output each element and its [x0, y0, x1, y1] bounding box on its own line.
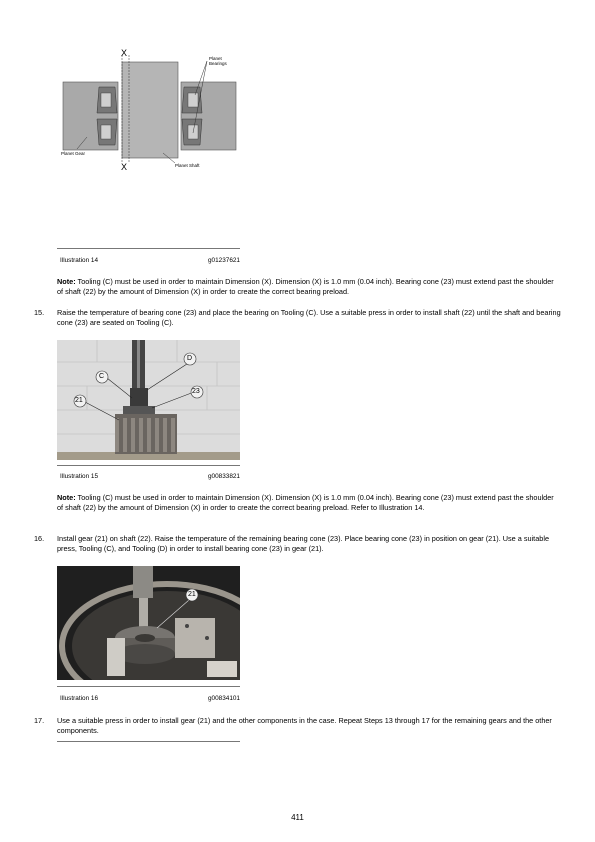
caption-code: g00833821 — [208, 473, 240, 480]
note-prefix: Note: — [57, 493, 76, 502]
planet-shaft — [122, 62, 178, 158]
caption-rule-top-15 — [57, 465, 240, 466]
note-2 — [57, 493, 557, 512]
step-text: Use a suitable press in order to install gear (21) and the other components in the case. Repeat Steps 13 through 17 for the remaining gears and the other components. — [57, 716, 552, 735]
planet-bearings-label-1: Planet — [209, 56, 222, 61]
note-text: Tooling (C) must be used in order to maintain Dimension (X). Dimension (X) is 1.0 mm (0.04 inch). Bearing cone (23) must extend past the shoulder of shaft (22) by the amount of Dimension (X) in order to create the correct bearing preload. — [57, 277, 554, 296]
callout-21: 21 — [75, 397, 83, 404]
planet-bearings-label-2: Bearings — [209, 61, 227, 66]
illustration-15-photo — [57, 340, 240, 460]
callout-c: C — [99, 373, 105, 380]
note-text: Tooling (C) must be used in order to maintain Dimension (X). Dimension (X) is 1.0 mm (0.04 inch). Bearing cone (23) must extend past the shoulder of shaft (22) by the amount of Dimension (X) in order to create the correct bearing preload. Refer to Illustration 14. — [57, 493, 554, 512]
caption-label: Illustration 15 — [60, 473, 99, 480]
note-prefix: Note: — [57, 277, 76, 286]
caption-rule-top-16 — [57, 686, 240, 687]
caption-label: Illustration 16 — [60, 695, 99, 702]
planet-shaft-label: Planet Shaft — [175, 163, 200, 168]
planet-gear-label: Planet Gear — [61, 151, 86, 156]
caption-code: g01237621 — [208, 257, 240, 264]
dimension-x-bottom-label: X — [121, 162, 128, 172]
step-number: 16. — [34, 534, 45, 543]
press-photo — [57, 340, 240, 460]
caption-label: Illustration 14 — [60, 257, 99, 264]
callout-d: D — [187, 355, 193, 362]
illustration-16-photo — [57, 566, 240, 680]
step-number: 17. — [34, 716, 45, 725]
note-1 — [57, 277, 557, 296]
dimension-x-top-label: X — [121, 48, 128, 58]
caption-code: g00834101 — [208, 695, 240, 702]
page-number: 411 — [291, 813, 304, 822]
step-text: Install gear (21) on shaft (22). Raise the temperature of the remaining bearing cone (23). Place bearing cone (23) in position on gear (21). Use a suitable press, Tooling (C), and Tooling (D) in order to install bearing cone (23) in gear (21). — [57, 534, 550, 553]
caption-rule-top-14 — [57, 248, 240, 249]
gear-install-photo — [57, 566, 240, 680]
illustration-14-figure — [57, 45, 247, 175]
callout-21: 21 — [188, 591, 196, 598]
section-end-rule — [57, 741, 240, 742]
gear-photo — [115, 414, 177, 454]
step-text: Raise the temperature of bearing cone (23) and place the bearing on Tooling (C). Use a suitable press in order to install shaft (22) until the shaft and bearing cone (23) are seated on Tooling (C). — [57, 308, 561, 327]
callout-23: 23 — [192, 388, 200, 395]
step-number: 15. — [34, 308, 45, 317]
